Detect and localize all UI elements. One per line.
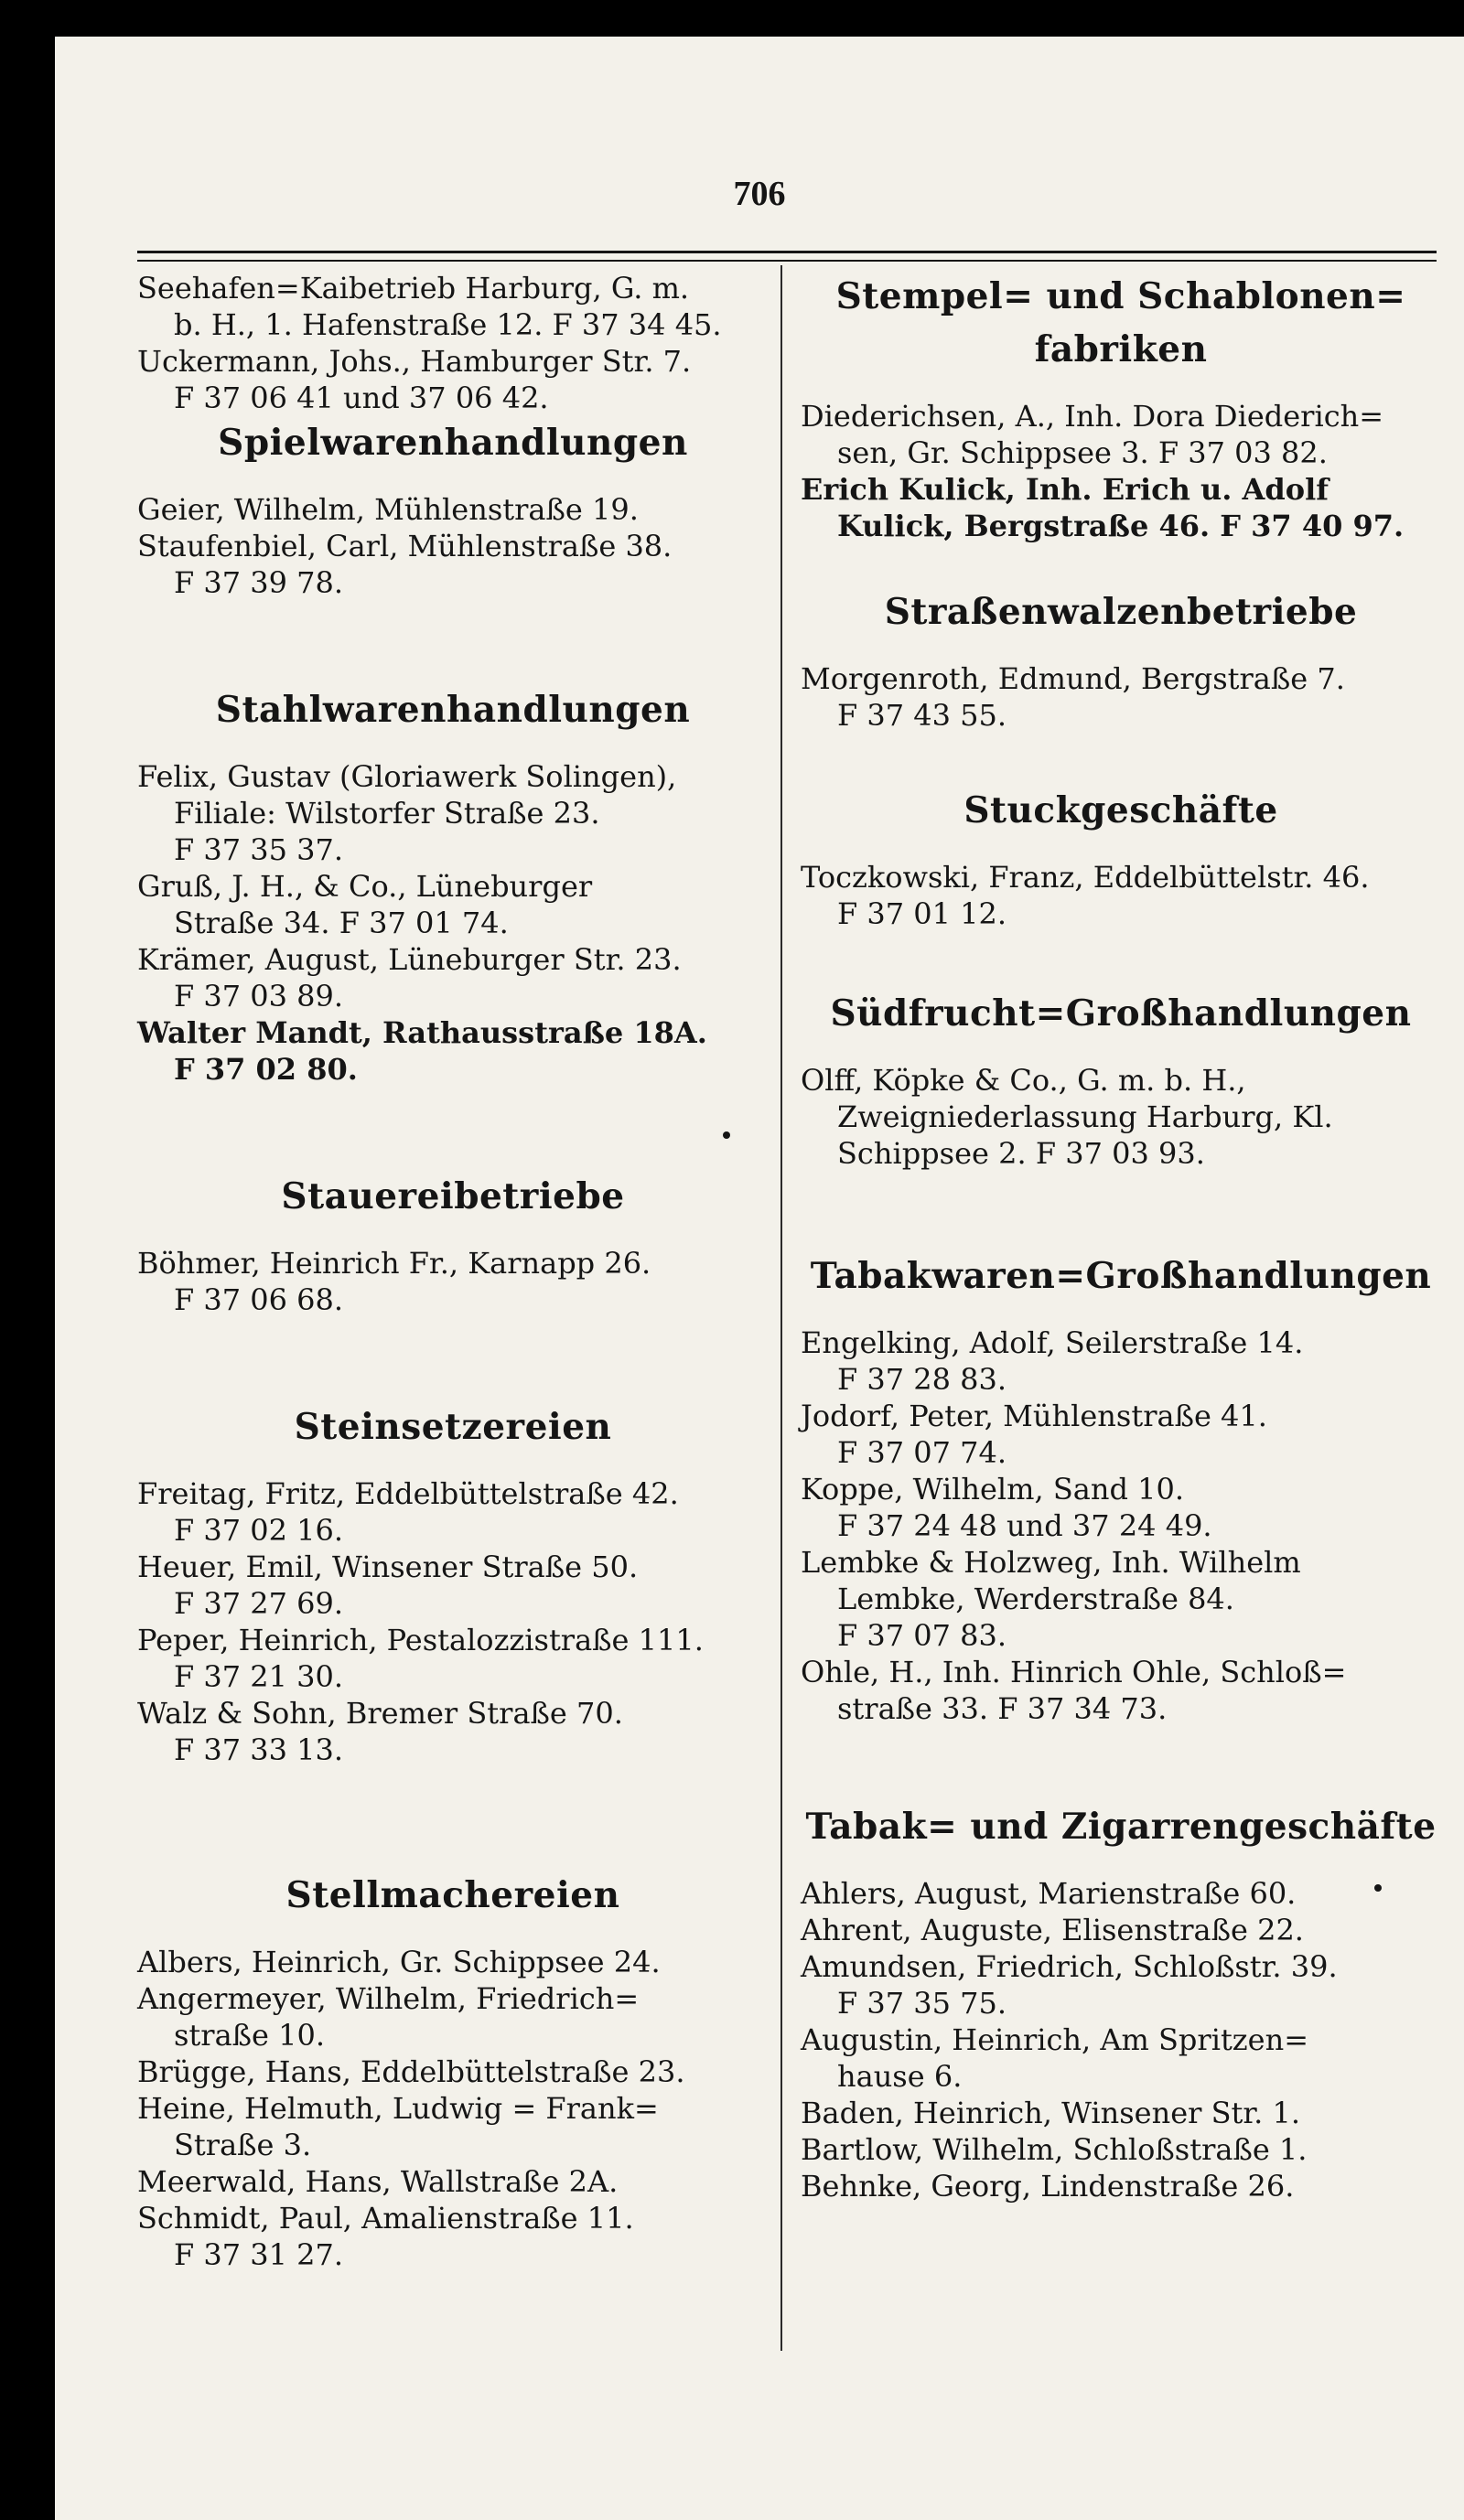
directory-entry: Ahlers, August, Marienstraße 60. (801, 1876, 1297, 1911)
column-divider (780, 265, 782, 2351)
directory-entry: Koppe, Wilhelm, Sand 10. F 37 24 48 und 37 24 49. (801, 1472, 1212, 1543)
directory-entry: Peper, Heinrich, Pestalozzistraße 111. F 37 21 30. (137, 1623, 704, 1694)
directory-entry: Olff, Köpke & Co., G. m. b. H., Zweigniederlassung Harburg, Kl. Schippsee 2. F 37 03 93. (801, 1063, 1333, 1171)
directory-entry: Jodorf, Peter, Mühlenstraße 41. F 37 07 74. (801, 1399, 1267, 1470)
print-speck (723, 1131, 730, 1139)
category-section (801, 987, 1441, 1172)
header-rule-bottom (137, 260, 1437, 262)
directory-entry: Walz & Sohn, Bremer Straße 70. F 37 33 13. (137, 1696, 623, 1767)
directory-entry: Bartlow, Wilhelm, Schloßstraße 1. (801, 2132, 1308, 2167)
directory-entry: Baden, Heinrich, Winsener Str. 1. (801, 2096, 1301, 2130)
directory-entry: Ohle, H., Inh. Hinrich Ohle, Schloß= straße 33. F 37 34 73. (801, 1655, 1347, 1726)
category-section (801, 1249, 1441, 1727)
directory-entry: Staufenbiel, Carl, Mühlenstraße 38. F 37 39 78. (137, 529, 673, 600)
directory-entry: Seehafen=Kaibetrieb Harburg, G. m. b. H., 1. Hafenstraße 12. F 37 34 45. (137, 271, 722, 342)
directory-entry: Geier, Wilhelm, Mühlenstraße 19. (137, 492, 639, 527)
directory-entry: Freitag, Fritz, Eddelbüttelstraße 42. F 37 02 16. (137, 1476, 679, 1548)
directory-entry: Krämer, August, Lüneburger Str. 23. F 37 03 89. (137, 942, 682, 1013)
category-section (801, 1800, 1441, 2204)
directory-entry: Walter Mandt, Rathausstraße 18A. F 37 02 80. (137, 1015, 707, 1087)
left-column (137, 270, 769, 2273)
directory-entry: Heine, Helmuth, Ludwig = Frank= Straße 3. (137, 2091, 659, 2162)
directory-entry: Ahrent, Auguste, Elisenstraße 22. (801, 1913, 1304, 1947)
category-section (137, 683, 769, 1088)
category-heading: Straßenwalzenbetriebe (884, 591, 1358, 633)
directory-entry: Diederichsen, A., Inh. Dora Diederich= sen, Gr. Schippsee 3. F 37 03 82. (801, 399, 1384, 470)
directory-entry: Uckermann, Johs., Hamburger Str. 7. F 37 06 41 und 37 06 42. (137, 344, 692, 415)
directory-entry: Amundsen, Friedrich, Schloßstr. 39. F 37 35 75. (801, 1949, 1338, 2021)
directory-entry: Gruß, J. H., & Co., Lüneburger Straße 34. F 37 01 74. (137, 869, 593, 940)
category-heading: Stahlwarenhandlungen (215, 689, 691, 731)
category-heading: Tabak= und Zigarrengeschäfte (805, 1806, 1437, 1848)
print-speck (1374, 1884, 1382, 1892)
category-section (801, 784, 1441, 932)
directory-entry: Meerwald, Hans, Wallstraße 2A. (137, 2164, 619, 2199)
category-heading: Spielwarenhandlungen (218, 422, 688, 464)
directory-entry: Toczkowski, Franz, Eddelbüttelstr. 46. F 37 01 12. (801, 860, 1370, 931)
category-heading: Stempel= und Schablonen= fabriken (835, 275, 1406, 370)
category-section (801, 270, 1441, 544)
category-section (801, 585, 1441, 734)
category-heading: Tabakwaren=Großhandlungen (810, 1255, 1432, 1297)
directory-entry: Lembke & Holzweg, Inh. Wilhelm Lembke, Werderstraße 84. F 37 07 83. (801, 1545, 1301, 1653)
directory-entry: Engelking, Adolf, Seilerstraße 14. F 37 28 83. (801, 1325, 1304, 1397)
right-column (801, 270, 1441, 2204)
category-heading: Stuckgeschäfte (963, 789, 1278, 831)
category-section (137, 416, 769, 601)
directory-entry: Schmidt, Paul, Amalienstraße 11. F 37 31 27. (137, 2201, 634, 2272)
directory-page (55, 37, 1464, 2520)
directory-entry: Erich Kulick, Inh. Erich u. Adolf Kulick, Bergstraße 46. F 37 40 97. (801, 472, 1405, 543)
category-heading: Stellmachereien (285, 1874, 620, 1916)
directory-entry: Behnke, Georg, Lindenstraße 26. (801, 2169, 1295, 2204)
category-heading: Steinsetzereien (294, 1406, 612, 1448)
category-section (137, 1400, 769, 1768)
directory-entry: Albers, Heinrich, Gr. Schippsee 24. (137, 1945, 661, 1979)
directory-entry: Augustin, Heinrich, Am Spritzen= hause 6. (801, 2022, 1309, 2094)
directory-entry: Heuer, Emil, Winsener Straße 50. F 37 27 69. (137, 1550, 639, 1621)
directory-entry: Böhmer, Heinrich Fr., Karnapp 26. F 37 06 68. (137, 1246, 651, 1317)
category-heading: Stauereibetriebe (281, 1175, 625, 1217)
category-section (137, 1170, 769, 1318)
directory-entry: Felix, Gustav (Gloriawerk Solingen), Filiale: Wilstorfer Straße 23. F 37 35 37. (137, 759, 677, 867)
page-number: 706 (733, 175, 786, 213)
header-rule-top (137, 251, 1437, 253)
category-section (137, 1869, 769, 2273)
category-heading: Südfrucht=Großhandlungen (830, 992, 1412, 1035)
directory-entry: Angermeyer, Wilhelm, Friedrich= straße 10. (137, 1981, 640, 2053)
directory-entry: Morgenroth, Edmund, Bergstraße 7. F 37 43 55. (801, 661, 1345, 733)
directory-entry: Brügge, Hans, Eddelbüttelstraße 23. (137, 2054, 685, 2089)
